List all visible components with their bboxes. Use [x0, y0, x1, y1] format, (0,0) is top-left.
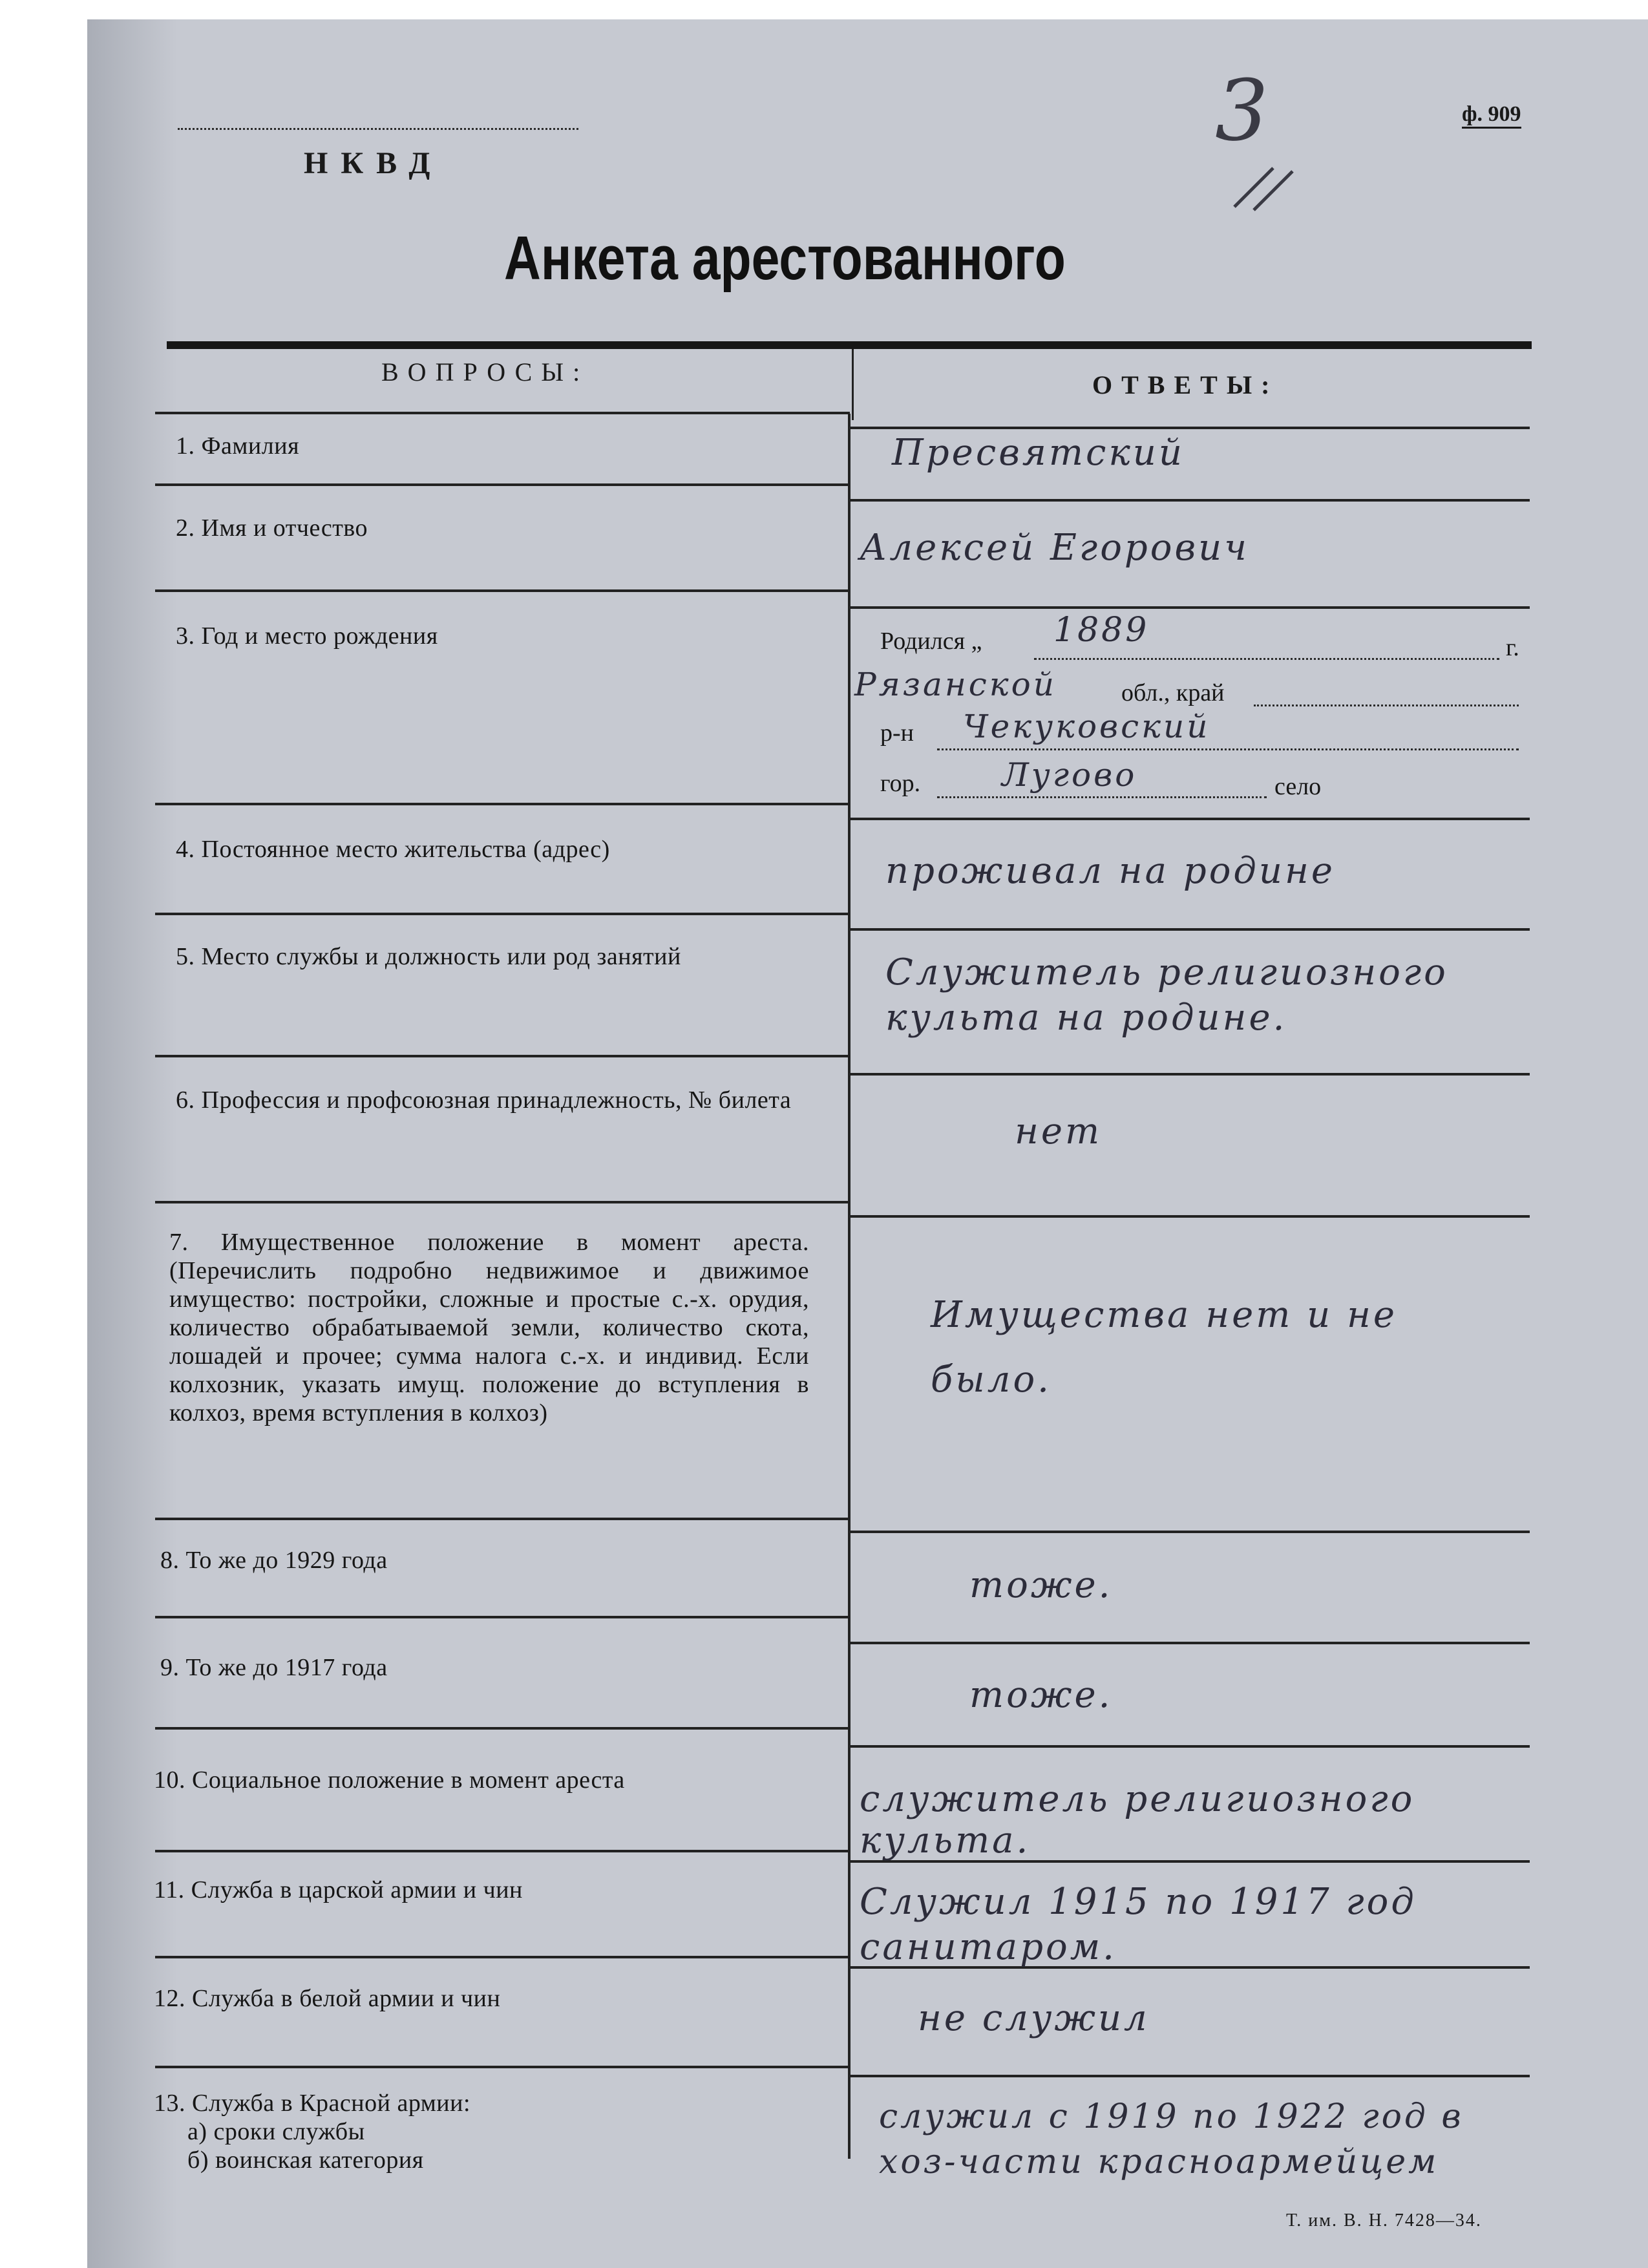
rule-q11 [155, 1956, 850, 1958]
answer-5: Служитель религиозного культа на родине. [885, 951, 1448, 1039]
question-13: 13. Служба в Красной армии: [154, 2090, 471, 2117]
rule-a9 [848, 1745, 1530, 1748]
answer-11: Служил 1915 по 1917 год санитаром. [860, 1881, 1417, 1968]
birth-region: Рязанской [854, 666, 1057, 703]
rule-a7 [848, 1531, 1530, 1533]
answer-13: служил с 1919 по 1922 год в хоз-части красноармейцем [879, 2097, 1464, 2181]
question-3: 3. Год и место рождения [176, 622, 438, 650]
rule-a6 [848, 1215, 1530, 1218]
paper-fold-shadow [87, 19, 178, 2268]
question-2: 2. Имя и отчество [176, 514, 368, 542]
rule-q8 [155, 1616, 850, 1618]
answer-8: тоже. [969, 1564, 1113, 1606]
question-5: 5. Место службы и должность или род занятий [176, 943, 681, 970]
question-8: 8. То же до 1929 года [160, 1547, 388, 1574]
table-top-rule [167, 341, 1532, 349]
header-column-divider [852, 349, 854, 420]
town-label: гор. [880, 770, 921, 797]
answer-7: Имущества нет и не было. [931, 1294, 1398, 1401]
rule-q6 [155, 1201, 850, 1203]
form-title: Анкета арестованного [504, 224, 1066, 293]
rule-a8 [848, 1642, 1530, 1644]
page-mark-handwritten: 3 [1215, 61, 1271, 160]
answer-1: Пресвятский [892, 432, 1185, 474]
rule-q1 [155, 483, 850, 486]
agency-name: НКВД [304, 146, 443, 180]
district-line [937, 748, 1519, 750]
birth-district: Чекуковский [963, 708, 1210, 745]
question-13-sub-a: а) сроки службы [187, 2118, 365, 2145]
rule-a-header [848, 427, 1530, 429]
page-mark-strokes [1228, 155, 1305, 213]
rule-q2 [155, 589, 850, 592]
region-line [1254, 705, 1519, 706]
question-12: 12. Служба в белой армии и чин [154, 1985, 501, 2012]
town-line [937, 796, 1267, 798]
district-label: р-н [880, 719, 914, 747]
rule-q3 [155, 803, 850, 805]
rule-a2 [848, 606, 1530, 609]
birth-year-suffix: г. [1506, 634, 1519, 661]
birth-year: 1889 [1053, 611, 1150, 650]
questions-header: ВОПРОСЫ: [381, 357, 589, 387]
answer-10: служитель религиозного культа. [860, 1778, 1415, 1861]
rule-q4 [155, 913, 850, 915]
rule-q5 [155, 1055, 850, 1057]
rule-a5 [848, 1073, 1530, 1076]
born-label: Родился „ [880, 628, 982, 655]
rule-q10 [155, 1850, 850, 1852]
answer-2: Алексей Егорович [860, 527, 1249, 569]
question-7: 7. Имущественное положение в момент ареста. (Перечислить подробно недвижимое и движимое имущество: постройки, сложные и простые с.-х. орудия, количество обрабатываемой земли, количество скота, лошадей и прочее; сумма налога с.-х. и индивид. Если колхозник, указать имущ. положение до вступления в колхоз, время вступления в колхоз) [169, 1229, 809, 1426]
question-1: 1. Фамилия [176, 432, 300, 460]
header-dotted-line [178, 128, 578, 130]
scan-background [0, 0, 87, 2268]
print-mark: Т. им. В. Н. 7428—34. [1286, 2210, 1482, 2231]
question-13-sub-b: б) воинская категория [187, 2146, 424, 2174]
form-number: ф. 909 [1462, 102, 1521, 129]
rule-q-header [155, 412, 850, 414]
rule-q9 [155, 1727, 850, 1730]
rule-a1 [848, 499, 1530, 502]
rule-q7 [155, 1518, 850, 1520]
question-4: 4. Постоянное место жительства (адрес) [176, 836, 610, 863]
birth-town: Лугово [1002, 756, 1137, 794]
region-label: обл., край [1121, 679, 1225, 706]
question-9: 9. То же до 1917 года [160, 1654, 388, 1681]
birth-year-line [1034, 658, 1499, 660]
column-divider [848, 414, 850, 2159]
answer-4: проживал на родине [885, 850, 1336, 892]
rule-a4 [848, 928, 1530, 931]
answers-header: ОТВЕТЫ: [1092, 370, 1279, 399]
question-6: 6. Профессия и профсоюзная принадлежность, № билета [176, 1086, 792, 1114]
question-10: 10. Социальное положение в момент ареста [154, 1766, 625, 1794]
village-label: село [1274, 773, 1322, 800]
answer-12: не служил [918, 1997, 1150, 2039]
question-11: 11. Служба в царской армии и чин [154, 1876, 523, 1903]
rule-a3 [848, 818, 1530, 820]
rule-q12 [155, 2066, 850, 2068]
rule-a12 [848, 2075, 1530, 2077]
answer-6: нет [1015, 1110, 1103, 1152]
answer-9: тоже. [969, 1674, 1113, 1716]
